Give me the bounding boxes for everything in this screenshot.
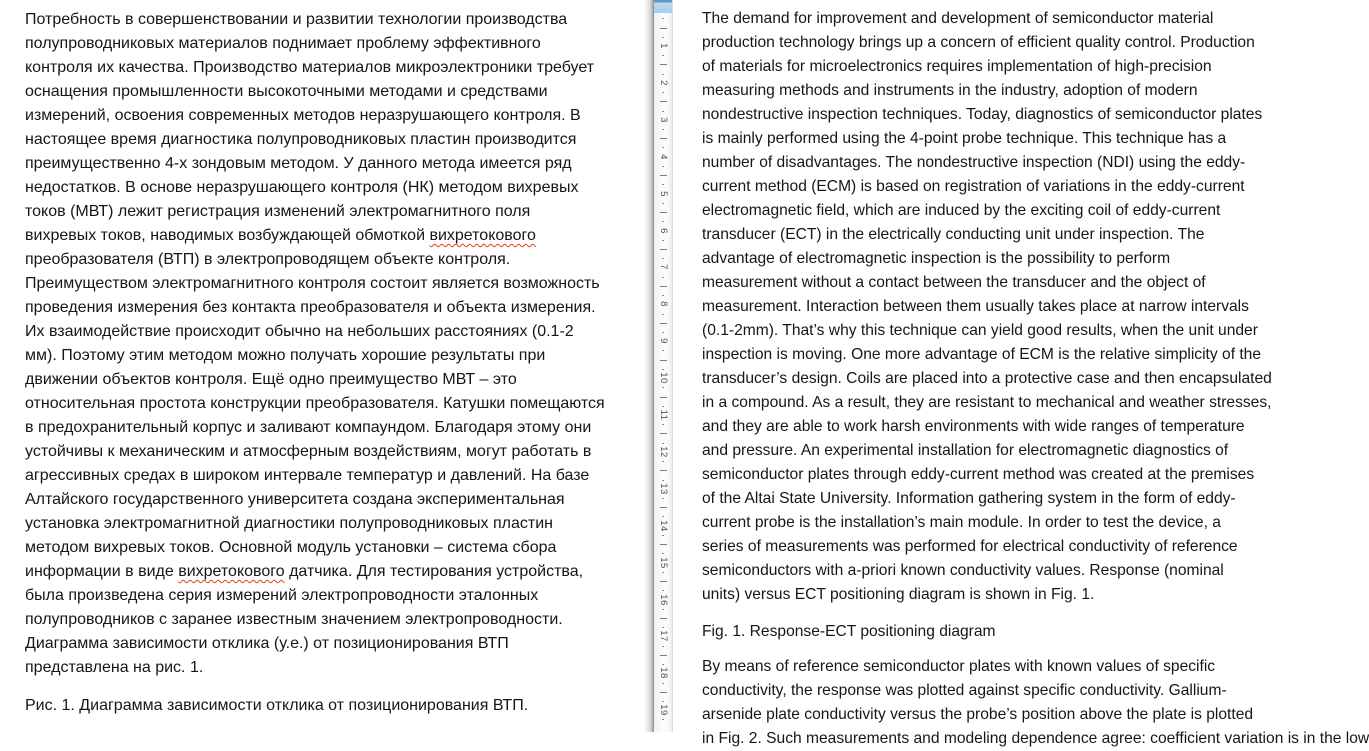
text-line: of materials for microelectronics requires implementation of high-precision bbox=[702, 58, 1212, 75]
ruler-number: 10 bbox=[657, 372, 669, 384]
ruler-tick bbox=[660, 64, 667, 65]
ruler-tick bbox=[662, 535, 664, 536]
ruler-tick bbox=[660, 360, 667, 361]
text-line: conductivity, the response was plotted against specific conductivity. Gallium- bbox=[702, 682, 1227, 699]
ruler-tick bbox=[660, 581, 667, 582]
ruler-tick bbox=[662, 55, 664, 56]
text-line: Диаграмма зависимости отклика (у.е.) от позиционирования ВТП bbox=[25, 635, 509, 652]
text-line: measurement. Interaction between them usually takes place at narrow intervals bbox=[702, 298, 1249, 315]
text-line: (0.1-2mm). That’s why this technique can yield good results, when the unit under bbox=[702, 322, 1258, 339]
text-line: преобразователя (ВТП) в электропроводящем объекте контроля. bbox=[25, 251, 511, 268]
text-line: of the Altai State University. Information gathering system in the form of eddy- bbox=[702, 490, 1236, 507]
text-line: мм). Поэтому этим методом можно получать хорошие результаты при bbox=[25, 347, 546, 364]
ruler-tick bbox=[662, 572, 664, 573]
text-line: and pressure. An experimental installation for electromagnetic diagnostics of bbox=[702, 442, 1229, 459]
pane-divider bbox=[644, 0, 673, 732]
text-line: Преимуществом электромагнитного контроля состоит является возможность bbox=[25, 275, 600, 292]
text-line: By means of reference semiconductor plates with known values of specific bbox=[702, 658, 1216, 675]
ruler-tick bbox=[662, 166, 664, 167]
ruler-tick bbox=[662, 480, 664, 481]
translation-paragraph-2 bbox=[702, 655, 1369, 727]
text-line: полупроводниковых материалов поднимает проблему эффективного bbox=[25, 35, 541, 52]
ruler-number: 17 bbox=[657, 630, 669, 643]
text-line: устойчивы к механическим и атмосферным воздействиям, могут работать в bbox=[25, 443, 592, 460]
ruler-tick bbox=[662, 683, 664, 684]
ruler-tick bbox=[662, 332, 664, 333]
ruler-tick bbox=[660, 397, 667, 398]
ruler-tick bbox=[660, 470, 667, 471]
text-line: transducer’s design. Coils are placed into a protective case and then encapsulated bbox=[702, 370, 1272, 387]
ruler-number: 3 bbox=[657, 116, 669, 123]
ruler-tick bbox=[660, 655, 667, 656]
ruler-tick bbox=[662, 590, 664, 591]
ruler-tick bbox=[660, 544, 667, 545]
text-line: advantage of electromagnetic inspection is the possibility to perform bbox=[702, 250, 1171, 267]
text-line: представлена на рис. 1. bbox=[25, 659, 204, 676]
ruler-tick bbox=[662, 516, 664, 517]
ruler-tick bbox=[660, 323, 667, 324]
text-line: current probe is the installation’s main module. In order to test the device, a bbox=[702, 514, 1221, 531]
source-document-pane[interactable] bbox=[0, 0, 644, 732]
text-line: оснащения промышленности высокоточными методами и средствами bbox=[25, 83, 548, 100]
text-line-partial: in Fig. 2. Such measurements and modeling dependence agree: coefficient variation is in the low bbox=[702, 730, 1369, 747]
ruler-number: 13 bbox=[657, 483, 669, 495]
ruler-number: 8 bbox=[657, 301, 669, 308]
ruler-number: 5 bbox=[657, 190, 669, 197]
text-line: arsenide plate conductivity versus the probe’s position above the plate is plotted bbox=[702, 706, 1254, 723]
source-paragraph bbox=[25, 8, 644, 680]
ruler-tick bbox=[662, 369, 664, 370]
text-line: series of measurements was performed for electrical conductivity of reference bbox=[702, 538, 1238, 555]
ruler-tick bbox=[662, 221, 664, 222]
text-line: полупроводников с заранее известным значением электропроводности. bbox=[25, 611, 563, 628]
ruler-tick bbox=[662, 350, 664, 351]
ruler-tick bbox=[662, 498, 664, 499]
text-line: настоящее время диагностика полупроводниковых пластин производится bbox=[25, 131, 577, 148]
text-line: and they are able to work harsh environments with wide ranges of temperature bbox=[702, 418, 1245, 435]
text-line: is mainly performed using the 4-point probe technique. This technique has a bbox=[702, 130, 1227, 147]
ruler-tick bbox=[662, 406, 664, 407]
ruler-number: 1 bbox=[657, 43, 669, 49]
ruler-tick bbox=[662, 258, 664, 259]
ruler-tick bbox=[662, 609, 664, 610]
ruler-tick bbox=[662, 37, 664, 38]
text-line: number of disadvantages. The nondestructive inspection (NDI) using the eddy- bbox=[702, 154, 1246, 171]
ruler-number: 9 bbox=[657, 338, 669, 345]
text-line: nondestructive inspection techniques. Today, diagnostics of semiconductor plates bbox=[702, 106, 1263, 123]
text-line: measurement without a contact between the transducer and the object of bbox=[702, 274, 1206, 291]
ruler-tick bbox=[660, 28, 667, 29]
ruler-number: 2 bbox=[657, 79, 669, 86]
ruler-tick bbox=[662, 277, 664, 278]
ruler-number: 7 bbox=[657, 264, 669, 271]
text-line: units) versus ECT positioning diagram is shown in Fig. 1. bbox=[702, 586, 1095, 603]
translation-document-pane[interactable] bbox=[673, 0, 1369, 747]
source-figure-caption: Рис. 1. Диаграмма зависимости отклика от позиционирования ВТП. bbox=[25, 697, 529, 714]
ruler-tick bbox=[662, 553, 664, 554]
text-line: информации в виде вихретокового датчика. Для тестирования устройства, bbox=[25, 563, 584, 580]
ruler-number: 4 bbox=[657, 153, 669, 160]
text-line: движении объектов контроля. Ещё одно преимущество МВТ – это bbox=[25, 371, 517, 388]
translation-doc-text bbox=[673, 0, 1369, 751]
ruler-tick bbox=[662, 387, 664, 388]
text-line: transducer (ECT) in the electrically conducting unit under inspection. The bbox=[702, 226, 1205, 243]
ruler-tick bbox=[662, 74, 664, 75]
ruler-number: 11 bbox=[657, 409, 669, 421]
ruler-tick bbox=[662, 314, 664, 315]
ruler-tick bbox=[662, 424, 664, 425]
ruler-number: 12 bbox=[657, 446, 669, 458]
ruler-tick bbox=[662, 701, 664, 702]
ruler-tick bbox=[662, 240, 664, 241]
ruler-number: 15 bbox=[657, 556, 669, 569]
text-line: относительная простота конструкции преобразователя. Катушки помещаются bbox=[25, 395, 605, 412]
text-line: в предохранительный корпус и заливают компаундом. Благодаря этому они bbox=[25, 419, 592, 436]
ruler-tick bbox=[662, 719, 664, 720]
ruler-tick bbox=[660, 212, 667, 213]
page-edge-shadow bbox=[644, 0, 653, 732]
ruler-tick bbox=[660, 249, 667, 250]
ruler-tick bbox=[662, 203, 664, 204]
ruler-tick bbox=[662, 627, 664, 628]
ruler-number: 18 bbox=[657, 667, 669, 680]
ruler-top-margin-cap bbox=[654, 0, 672, 13]
text-line: установка электромагнитной диагностики полупроводниковых пластин bbox=[25, 515, 553, 532]
text-line: electromagnetic field, which are induced by the exciting coil of eddy-current bbox=[702, 202, 1221, 219]
ruler-tick bbox=[662, 92, 664, 93]
text-line: проведения измерения без контакта преобразователя и объекта измерения. bbox=[25, 299, 596, 316]
text-line: Алтайского государственного университета создана экспериментальная bbox=[25, 491, 565, 508]
text-line: вихревых токов, наводимых возбуждающей обмоткой вихретокового bbox=[25, 227, 536, 244]
ruler-tick bbox=[660, 175, 667, 176]
text-line: Потребность в совершенствовании и развитии технологии производства bbox=[25, 11, 568, 28]
ruler-number: 19 bbox=[657, 704, 669, 716]
text-line: The demand for improvement and development of semiconductor material bbox=[702, 10, 1214, 27]
text-line: semiconductors with a-priori known conductivity values. Response (nominal bbox=[702, 562, 1224, 579]
ruler-tick bbox=[660, 692, 667, 693]
ruler-tick bbox=[662, 443, 664, 444]
ruler-tick bbox=[662, 147, 664, 148]
source-doc-text bbox=[0, 0, 644, 718]
vertical-ruler[interactable] bbox=[653, 0, 673, 732]
ruler-number: 16 bbox=[657, 593, 669, 606]
text-line: in a compound. As a result, they are resistant to mechanical and weather stresses, bbox=[702, 394, 1272, 411]
translation-figure-caption: Fig. 1. Response-ECT positioning diagram bbox=[702, 623, 996, 640]
text-line: контроля их качества. Производство материалов микроэлектроники требует bbox=[25, 59, 595, 76]
ruler-number: 14 bbox=[657, 519, 669, 532]
ruler-tick bbox=[660, 507, 667, 508]
ruler-number: 6 bbox=[657, 227, 669, 234]
text-line: current method (ECM) is based on registration of variations in the eddy-current bbox=[702, 178, 1245, 195]
text-line: агрессивных средах в широком интервале температур и давлений. На базе bbox=[25, 467, 590, 484]
text-line: измерений, освоения современных методов неразрушающего контроля. В bbox=[25, 107, 581, 124]
text-line: measuring methods and instruments in the industry, adoption of modern bbox=[702, 82, 1198, 99]
ruler-tick bbox=[662, 111, 664, 112]
ruler-tick bbox=[660, 138, 667, 139]
translation-paragraph-1 bbox=[702, 7, 1369, 607]
ruler-tick bbox=[662, 646, 664, 647]
ruler-tick bbox=[662, 184, 664, 185]
text-line: преимущественно 4-х зондовым методом. У данного метода имеется ряд bbox=[25, 155, 572, 172]
ruler-tick bbox=[660, 433, 667, 434]
text-line: production technology brings up a concern of efficient quality control. Production bbox=[702, 34, 1255, 51]
ruler-tick bbox=[660, 286, 667, 287]
text-line: inspection is moving. One more advantage of ECM is the relative simplicity of the bbox=[702, 346, 1262, 363]
text-line: semiconductor plates through eddy-current method was created at the premises bbox=[702, 466, 1255, 483]
ruler-tick bbox=[660, 618, 667, 619]
ruler-tick bbox=[662, 18, 664, 19]
ruler-tick bbox=[662, 129, 664, 130]
text-line: Их взаимодействие происходит обычно на небольших расстояниях (0.1-2 bbox=[25, 323, 574, 340]
ruler-tick bbox=[662, 461, 664, 462]
ruler-tick bbox=[662, 664, 664, 665]
text-line: методом вихревых токов. Основной модуль установки – система сбора bbox=[25, 539, 557, 556]
text-line: была произведена серия измерений электропроводности эталонных bbox=[25, 587, 539, 604]
ruler-tick bbox=[662, 295, 664, 296]
text-line: недостатков. В основе неразрушающего контроля (НК) методом вихревых bbox=[25, 179, 579, 196]
ruler-tick bbox=[660, 101, 667, 102]
text-line: токов (МВТ) лежит регистрация изменений электромагнитного поля bbox=[25, 203, 531, 220]
